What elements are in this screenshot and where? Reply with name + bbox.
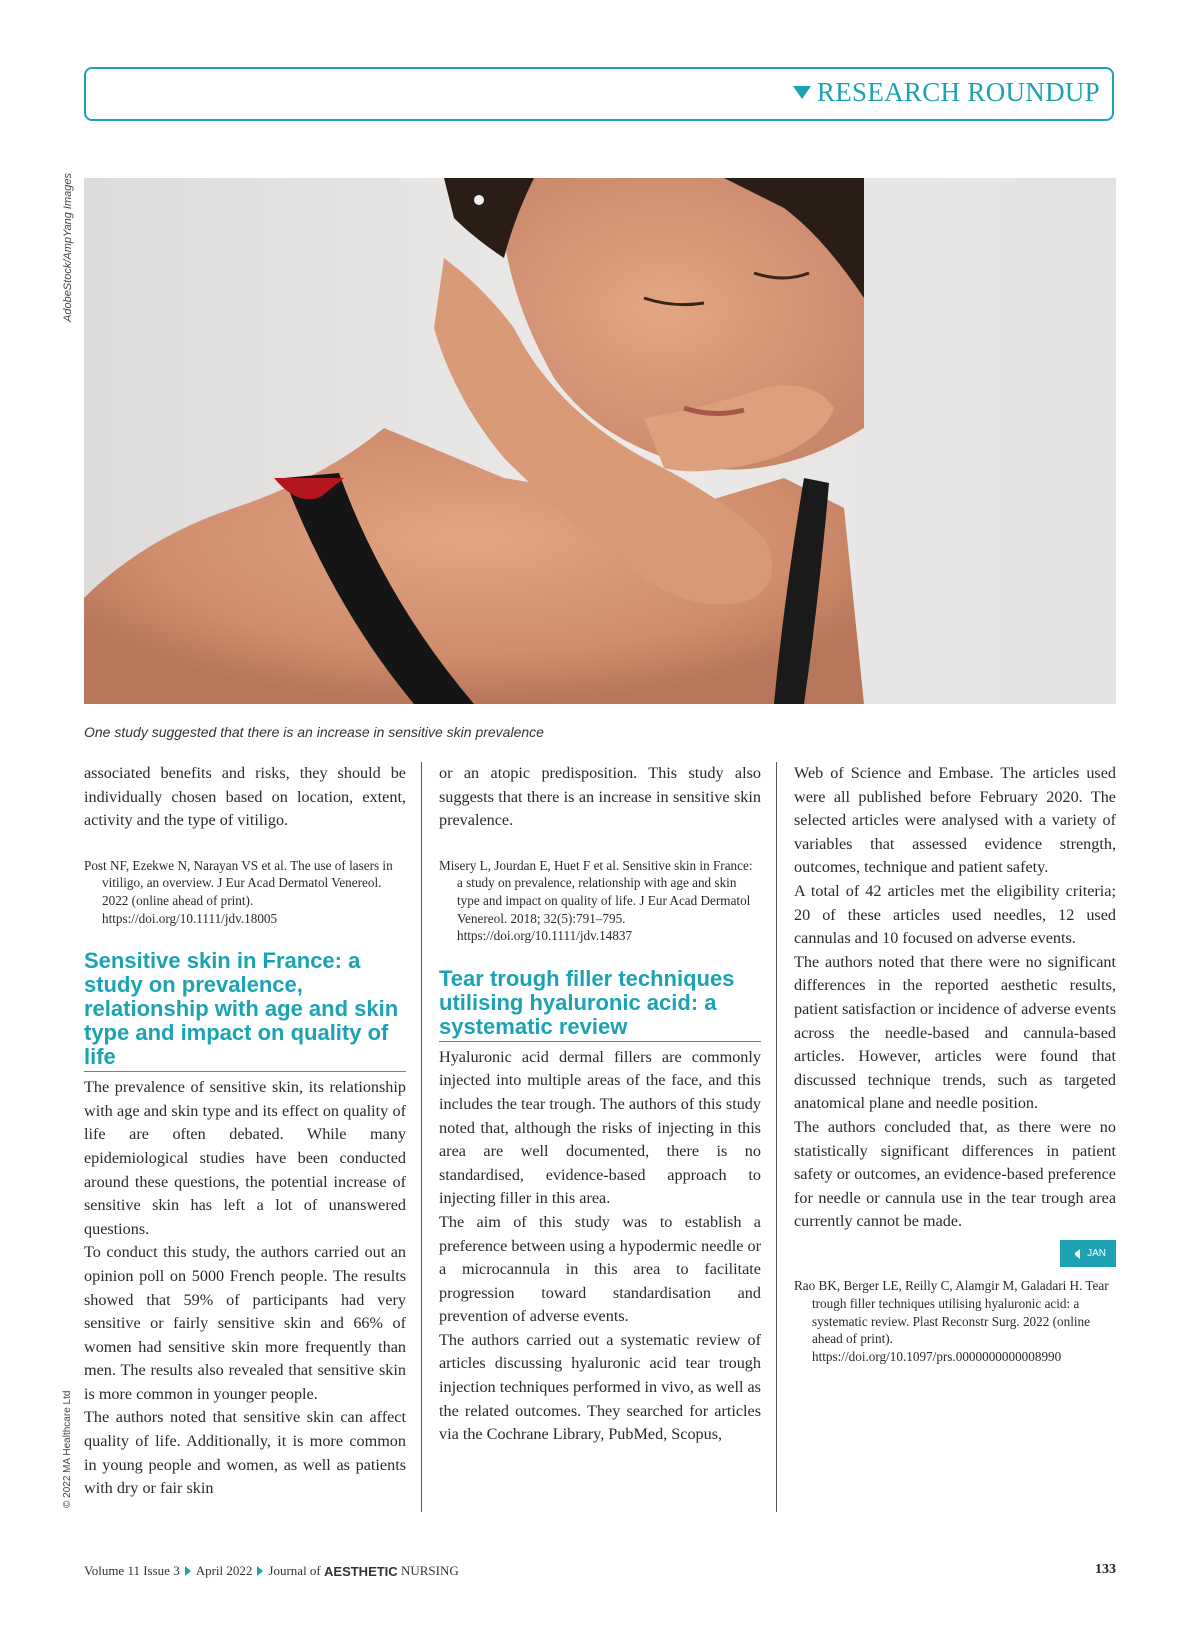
- paragraph: The authors carried out a systematic review of articles discussing hyaluronic acid tear trough injection techniques performed in vivo, as well as the related outcomes. They searched for articles via the Cochrane Library, PubMed, Scopus,: [439, 1330, 761, 1444]
- page-number: 133: [1095, 1562, 1116, 1577]
- paragraph: The authors noted that sensitive skin can affect quality of life. Additionally, it is more common in young people and women, as well as patients with dry or fair skin: [84, 1408, 406, 1498]
- column-1: [84, 762, 406, 1501]
- section-label-text: RESEARCH ROUNDUP: [816, 77, 1100, 107]
- paragraph: To conduct this study, the authors carried out an opinion poll on 5000 French people. The results showed that 59% of participants had very sensitive or fairly sensitive skin and 66% of women had sensitive skin more frequently than men. The results also revealed that sensitive skin is more common in younger people.: [84, 1243, 406, 1403]
- paragraph: Web of Science and Embase. The articles used were all published before February 2020. The selected articles were analysed with a variety of variables that assessed evidence strength, outcomes, technique and patient safety.: [794, 764, 1116, 877]
- article-heading-sensitive-skin: Sensitive skin in France: a study on prevalence, relationship with age and skin type and impact on quality of life: [84, 949, 406, 1072]
- reference-misery: Misery L, Jourdan E, Huet F et al. Sensitive skin in France: a study on prevalence, relationship with age and skin type and impact on quality of life. J Eur Acad Dermatol Venereol. 2018; 32(5):791–795. https://doi.org/10.1111/jdv.14837: [439, 857, 753, 944]
- paragraph: Hyaluronic acid dermal fillers are commonly injected into multiple areas of the face, and this includes the tear trough. The authors of this study noted that, although the risks of injecting in this area are well documented, there is no standardised, evidence-based approach to injecting filler in this area.: [439, 1047, 761, 1208]
- column-3: [794, 762, 1116, 1365]
- footer-journal-suffix: NURSING: [400, 1563, 459, 1578]
- triangle-right-icon: [257, 1566, 263, 1576]
- triangle-left-icon: [1065, 1249, 1080, 1259]
- triangle-down-icon: [793, 86, 811, 99]
- photo-credit: AdobeStock/AmpYang Images: [62, 173, 74, 322]
- reference-rao: Rao BK, Berger LE, Reilly C, Alamgir M, Galadari H. Tear trough filler techniques utilising hyaluronic acid: a systematic review. Plast Reconstr Surg. 2022 (online ahead of print). https://doi.org/10.1097/prs.0000000000008990: [794, 1278, 1109, 1364]
- column-divider: [421, 762, 422, 1512]
- footer: [84, 1563, 459, 1579]
- jan-badge: [794, 1240, 1116, 1268]
- footer-journal-bold: AESTHETIC: [324, 1563, 398, 1579]
- section-label: [793, 77, 1100, 108]
- paragraph: The authors noted that there were no significant differences in the reported aesthetic results, patient satisfaction or incidence of adverse events across the needle-based and cannula-based articles. However, articles were found that discussed technique trends, such as targeted anatomical plane and needle position.: [794, 952, 1116, 1113]
- reference-post: Post NF, Ezekwe N, Narayan VS et al. The use of lasers in vitiligo, an overview. J Eur Acad Dermatol Venereol. 2022 (online ahead of print). https://doi.org/10.1111/jdv.18005: [84, 857, 393, 926]
- jan-badge-label: JAN: [1082, 1241, 1111, 1267]
- woman-touching-face-illustration: [84, 178, 1116, 704]
- article-heading-tear-trough: Tear trough filler techniques utilising hyaluronic acid: a systematic review: [439, 967, 761, 1042]
- column-2: [439, 762, 761, 1447]
- column-divider: [776, 762, 777, 1512]
- photo-caption: One study suggested that there is an increase in sensitive skin prevalence: [84, 724, 544, 740]
- section-header-box: [84, 67, 1114, 121]
- paragraph: A total of 42 articles met the eligibility criteria; 20 of these articles used needles, 12 used cannulas and 10 focused on adverse events.: [794, 881, 1116, 948]
- footer-volume: Volume 11 Issue 3: [84, 1563, 180, 1578]
- paragraph: The authors concluded that, as there were no statistically significant differences in patient safety or outcomes, an evidence-based preference for needle or cannula use in the tear trough area currently cannot be made.: [794, 1117, 1116, 1231]
- footer-journal-prefix: Journal of: [268, 1563, 321, 1578]
- copyright: © 2022 MA Healthcare Ltd: [62, 1390, 73, 1508]
- photo: [84, 178, 1116, 704]
- paragraph: The aim of this study was to establish a preference between using a hypodermic needle or a microcannula in this area to facilitate progression toward standardisation and prevention of adverse events.: [439, 1212, 761, 1326]
- triangle-right-icon: [185, 1566, 191, 1576]
- footer-date: April 2022: [195, 1563, 253, 1578]
- column-1-intro: associated benefits and risks, they should be individually chosen based on location, extent, activity and the type of vitiligo.: [84, 764, 406, 830]
- column-2-intro: or an atopic predisposition. This study also suggests that there is an increase in sensitive skin prevalence.: [439, 764, 761, 830]
- paragraph: The prevalence of sensitive skin, its relationship with age and skin type and its effect on quality of life are often debated. While many epidemiological studies have been conducted around these questions, the potential increase of sensitive skin has left a lot of unanswered questions.: [84, 1078, 406, 1238]
